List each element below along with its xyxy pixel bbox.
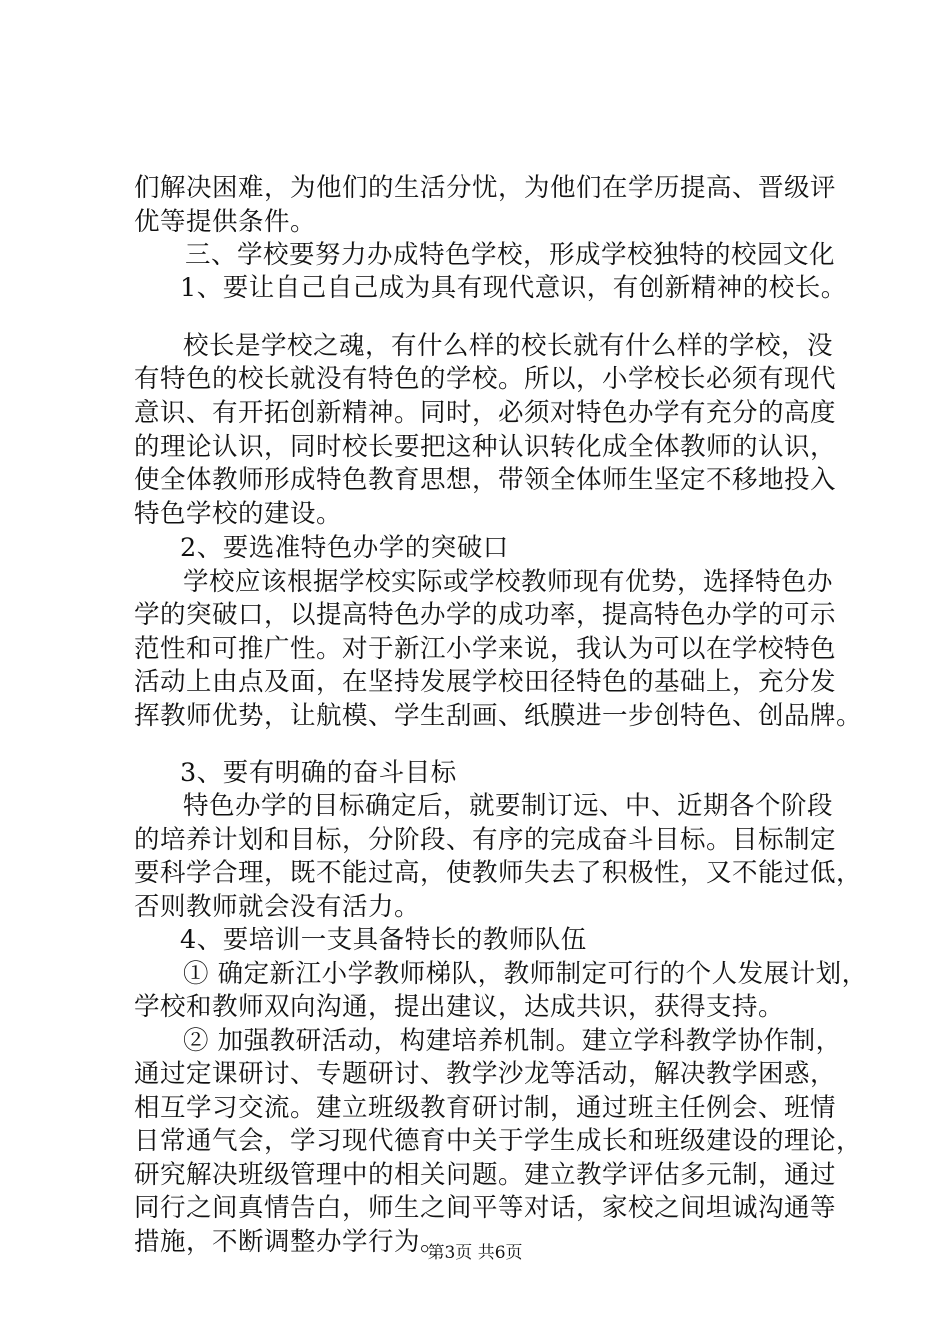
paragraph-line: 范性和可推广性。对于新江小学来说，我认为可以在学校特色 [134,634,837,664]
paragraph-line: 相互学习交流。建立班级教育研讨制，通过班主任例会、班情 [134,1093,837,1123]
paragraph-line: 学校应该根据学校实际或学校教师现有优势，选择特色办 [183,567,834,597]
paragraph-line: 要科学合理，既不能过高，使教师失去了积极性，又不能过低， [134,858,863,888]
text-line: 优等提供条件。 [134,207,317,237]
section-heading: 三、学校要努力办成特色学校，形成学校独特的校园文化 [185,240,836,270]
page-number: 第3页 共6页 [427,1243,523,1263]
paragraph-line: 使全体教师形成特色教育思想，带领全体师生坚定不移地投入 [134,465,837,495]
paragraph-line: 的培养计划和目标，分阶段、有序的完成奋斗目标。目标制定 [134,825,837,855]
paragraph-line: 学校和教师双向沟通，提出建议，达成共识，获得支持。 [134,992,785,1022]
paragraph-line: 通过定课研讨、专题研讨、教学沙龙等活动，解决教学困惑， [134,1059,837,1089]
subsection-heading: 2、要选准特色办学的突破口 [180,533,509,563]
paragraph-line: 日常通气会，学习现代德育中关于学生成长和班级建设的理论， [134,1126,863,1156]
paragraph-line: 挥教师优势，让航模、学生刮画、纸膜进一步创特色、创品牌。 [134,701,863,731]
paragraph-line: 特色办学的目标确定后，就要制订远、中、近期各个阶段 [183,791,834,821]
paragraph-line: 的理论认识，同时校长要把这种认识转化成全体教师的认识， [134,432,837,462]
paragraph-line: 活动上由点及面，在坚持发展学校田径特色的基础上，充分发 [134,667,837,697]
subsection-heading: 1、要让自己自己成为具有现代意识，有创新精神的校长。 [180,273,847,303]
text-line: 们解决困难，为他们的生活分忧，为他们在学历提高、晋级评 [134,173,837,203]
paragraph-line: 特色学校的建设。 [134,499,343,529]
subsection-heading: 3、要有明确的奋斗目标 [180,758,457,788]
list-item: ① 确定新江小学教师梯队，教师制定可行的个人发展计划， [183,959,868,989]
paragraph-line: 研究解决班级管理中的相关问题。建立教学评估多元制，通过 [134,1160,837,1190]
list-item: ② 加强教研活动，构建培养机制。建立学科教学协作制， [183,1026,842,1056]
paragraph-line: 学的突破口，以提高特色办学的成功率，提高特色办学的可示 [134,600,837,630]
paragraph-line: 有特色的校长就没有特色的学校。所以，小学校长必须有现代 [134,364,837,394]
paragraph-line: 校长是学校之魂，有什么样的校长就有什么样的学校，没 [183,331,834,361]
paragraph-line: 同行之间真情告白，师生之间平等对话，家校之间坦诚沟通等 [134,1193,837,1223]
paragraph-line: 措施，不断调整办学行为。 [134,1227,447,1257]
paragraph-line: 否则教师就会没有活力。 [134,892,421,922]
paragraph-line: 意识、有开拓创新精神。同时，必须对特色办学有充分的高度 [134,398,837,428]
subsection-heading: 4、要培训一支具备特长的教师队伍 [180,925,587,955]
